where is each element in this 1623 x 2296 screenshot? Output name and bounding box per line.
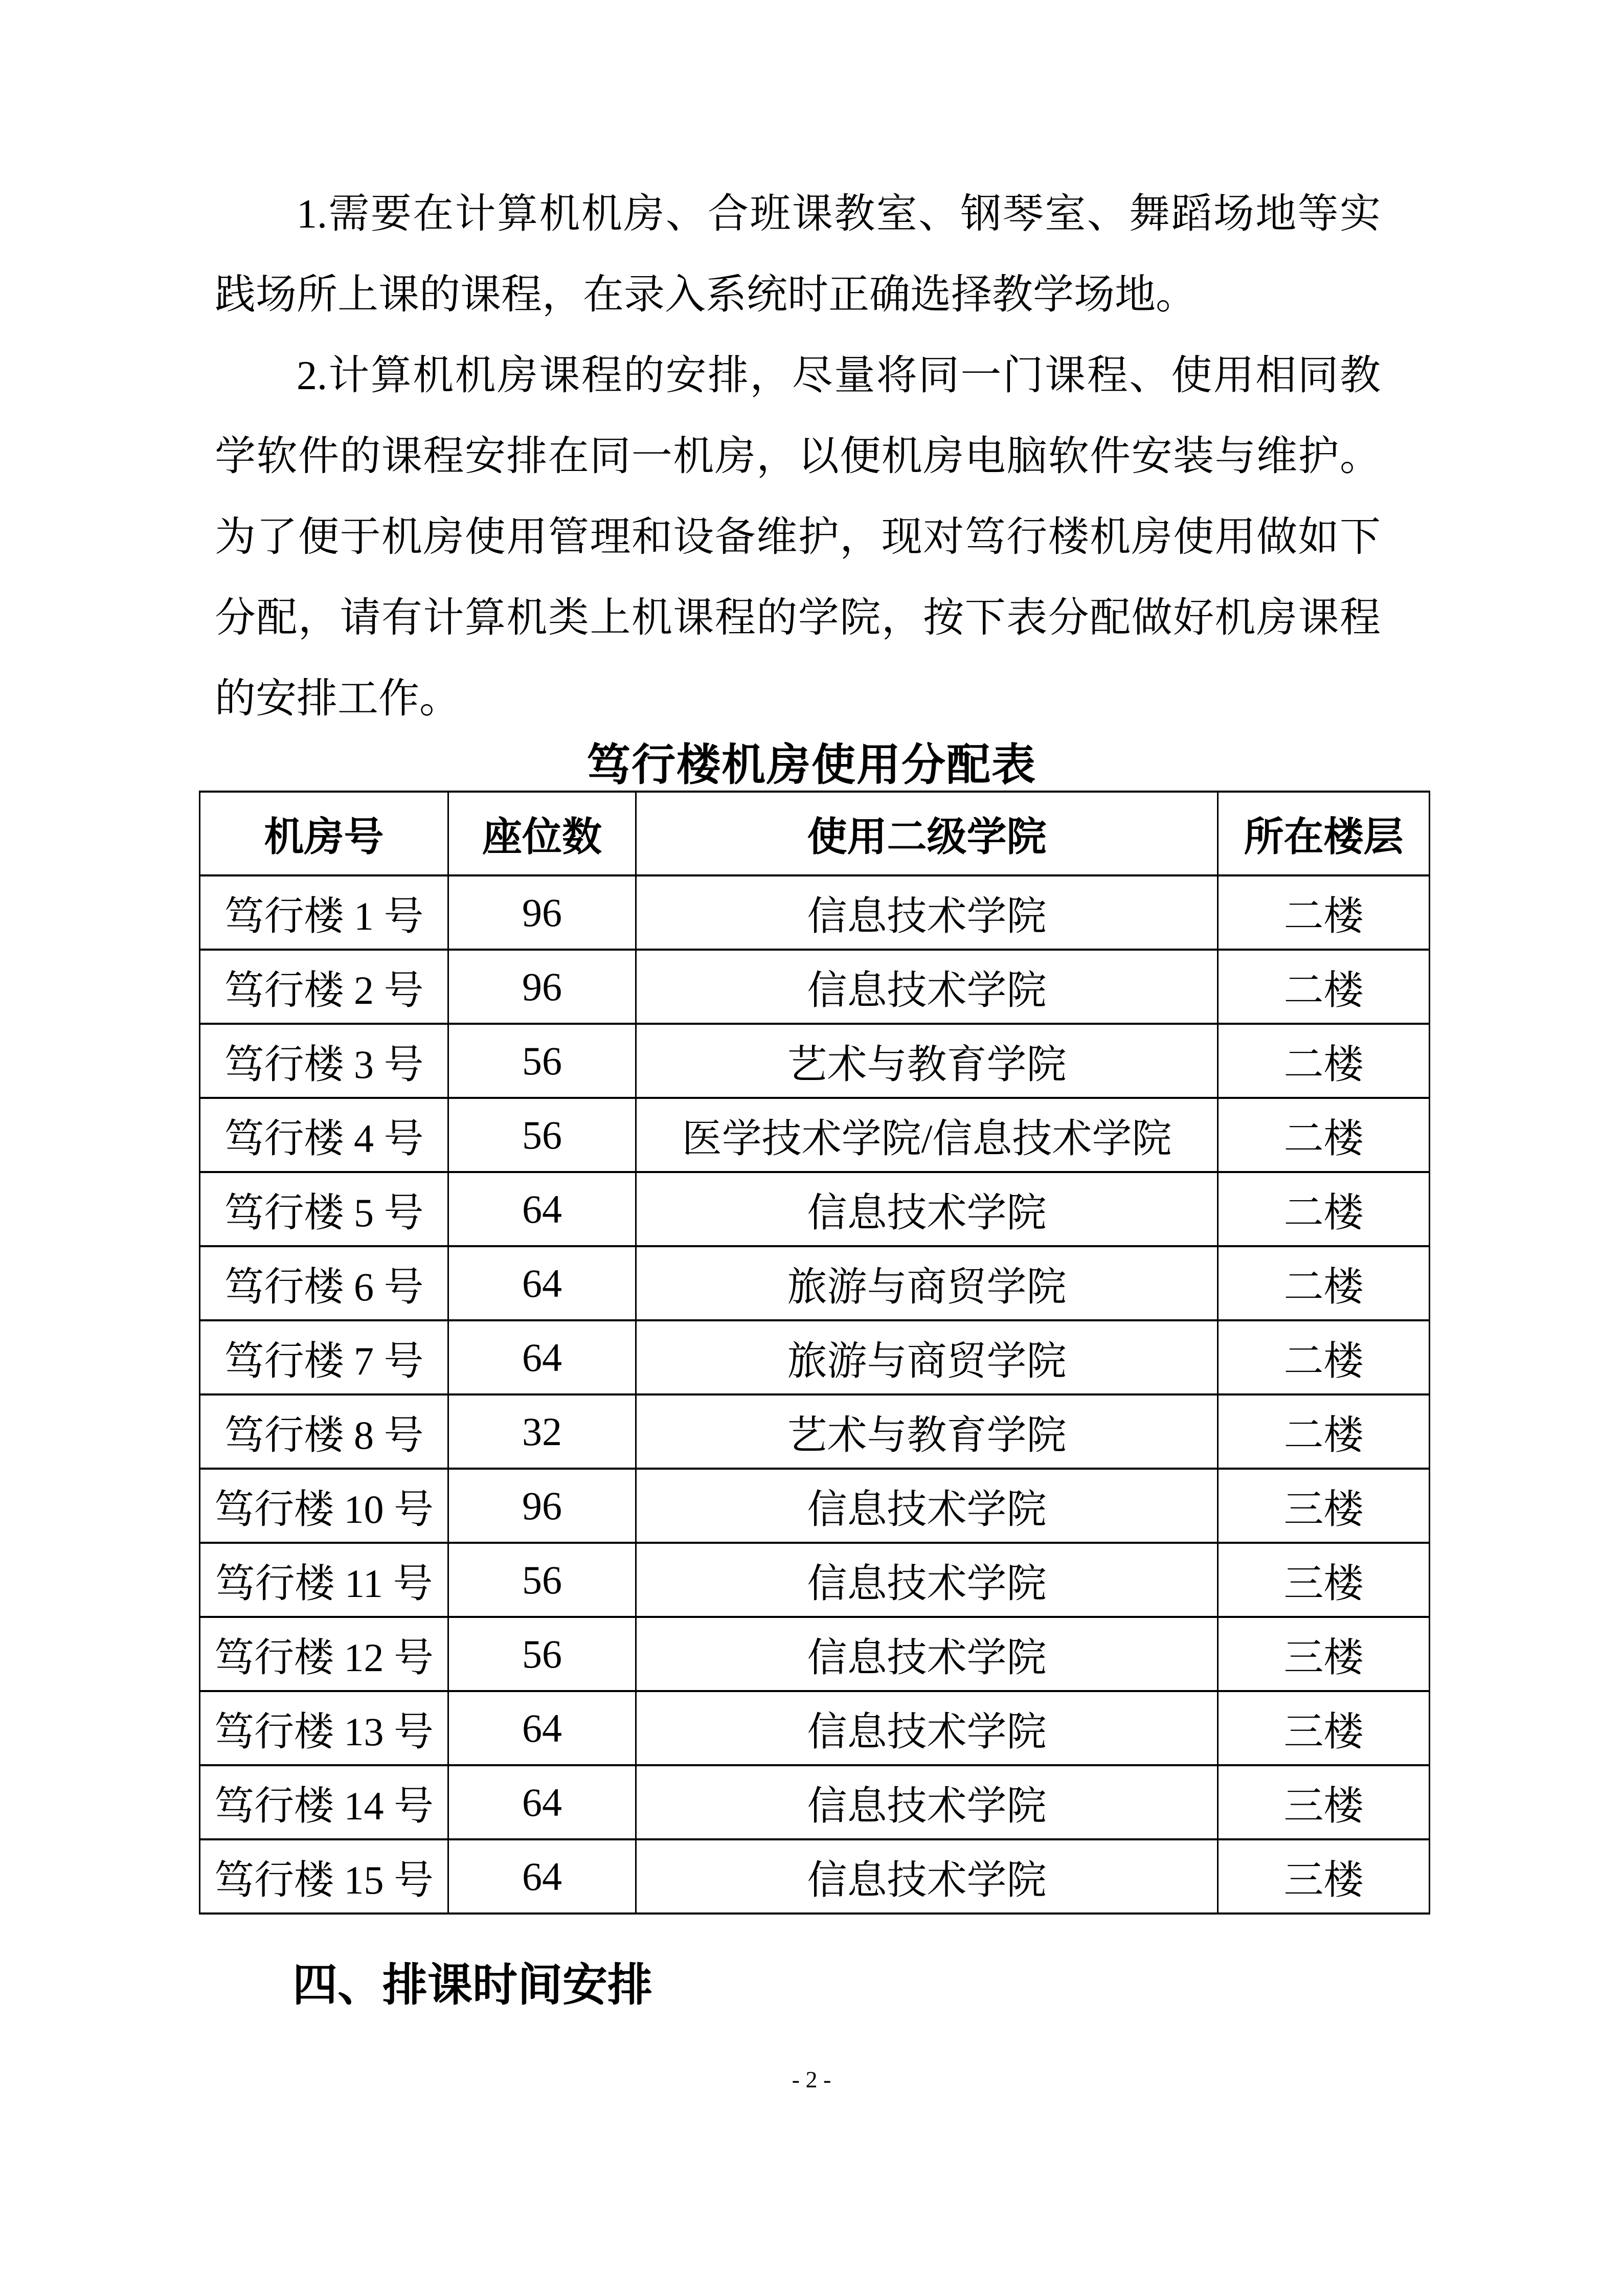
room-number-cell: 笃行楼 15 号 [200,1839,448,1914]
paragraph-2 [215,335,1381,739]
college-cell: 旅游与商贸学院 [636,1246,1218,1320]
seat-count-cell: 64 [448,1172,636,1246]
table-row [200,1320,1430,1394]
room-number-cell: 笃行楼 5 号 [200,1172,448,1246]
floor-cell: 二楼 [1218,875,1430,950]
body-line: 1.需要在计算机机房、合班课教室、钢琴室、舞蹈场地等实 [297,192,1381,237]
column-header-floor: 所在楼层 [1218,792,1430,875]
table-row [200,1098,1430,1172]
seat-count-cell: 32 [448,1394,636,1469]
floor-cell: 三楼 [1218,1543,1430,1617]
room-number-cell: 笃行楼 10 号 [200,1469,448,1543]
room-number-cell: 笃行楼 7 号 [200,1320,448,1394]
floor-cell: 三楼 [1218,1617,1430,1691]
floor-cell: 二楼 [1218,1172,1430,1246]
college-cell: 信息技术学院 [636,1765,1218,1839]
seat-count-cell: 64 [448,1839,636,1914]
table-row [200,1617,1430,1691]
body-line: 践场所上课的课程，在录入系统时正确选择教学场地。 [215,273,1197,318]
body-line: 2.计算机机房课程的安排，尽量将同一门课程、使用相同教 [297,353,1381,398]
room-number-cell: 笃行楼 12 号 [200,1617,448,1691]
college-cell: 艺术与教育学院 [636,1024,1218,1098]
college-cell: 医学技术学院/信息技术学院 [636,1098,1218,1172]
seat-count-cell: 64 [448,1246,636,1320]
floor-cell: 三楼 [1218,1765,1430,1839]
section-heading: 四、排课时间安排 [292,1960,653,2010]
college-cell: 信息技术学院 [636,1691,1218,1765]
floor-cell: 二楼 [1218,1246,1430,1320]
table-row [200,1691,1430,1765]
page-number: - 2 - [792,2066,831,2092]
table-row [200,1394,1430,1469]
college-cell: 信息技术学院 [636,875,1218,950]
room-number-cell: 笃行楼 13 号 [200,1691,448,1765]
college-cell: 信息技术学院 [636,1839,1218,1914]
seat-count-cell: 96 [448,950,636,1024]
floor-cell: 二楼 [1218,1394,1430,1469]
room-number-cell: 笃行楼 6 号 [200,1246,448,1320]
table-row [200,1172,1430,1246]
room-number-cell: 笃行楼 14 号 [200,1765,448,1839]
body-line: 学软件的课程安排在同一机房，以便机房电脑软件安装与维护。 [215,434,1381,479]
table-row [200,1246,1430,1320]
seat-count-cell: 64 [448,1765,636,1839]
seat-count-cell: 56 [448,1098,636,1172]
table-row [200,1765,1430,1839]
college-cell: 艺术与教育学院 [636,1394,1218,1469]
seat-count-cell: 96 [448,1469,636,1543]
body-line: 的安排工作。 [215,677,460,722]
college-cell: 信息技术学院 [636,950,1218,1024]
allocation-table [199,791,1430,1915]
table-title: 笃行楼机房使用分配表 [587,740,1036,790]
floor-cell: 三楼 [1218,1691,1430,1765]
college-cell: 信息技术学院 [636,1543,1218,1617]
room-number-cell: 笃行楼 2 号 [200,950,448,1024]
table-row [200,1469,1430,1543]
column-header-room: 机房号 [200,792,448,875]
seat-count-cell: 64 [448,1691,636,1765]
room-number-cell: 笃行楼 1 号 [200,875,448,950]
room-number-cell: 笃行楼 8 号 [200,1394,448,1469]
room-number-cell: 笃行楼 11 号 [200,1543,448,1617]
floor-cell: 二楼 [1218,1320,1430,1394]
college-cell: 信息技术学院 [636,1617,1218,1691]
body-line: 为了便于机房使用管理和设备维护，现对笃行楼机房使用做如下 [215,515,1381,560]
room-number-cell: 笃行楼 3 号 [200,1024,448,1098]
floor-cell: 二楼 [1218,1098,1430,1172]
floor-cell: 三楼 [1218,1839,1430,1914]
table-row [200,1024,1430,1098]
table-row [200,1839,1430,1914]
college-cell: 信息技术学院 [636,1469,1218,1543]
seat-count-cell: 64 [448,1320,636,1394]
column-header-seats: 座位数 [448,792,636,875]
room-number-cell: 笃行楼 4 号 [200,1098,448,1172]
seat-count-cell: 56 [448,1543,636,1617]
column-header-college: 使用二级学院 [636,792,1218,875]
seat-count-cell: 56 [448,1617,636,1691]
table-row [200,1543,1430,1617]
table-row [200,950,1430,1024]
floor-cell: 三楼 [1218,1469,1430,1543]
college-cell: 旅游与商贸学院 [636,1320,1218,1394]
floor-cell: 二楼 [1218,950,1430,1024]
table-row [200,875,1430,950]
seat-count-cell: 96 [448,875,636,950]
table-header-row [200,792,1430,875]
seat-count-cell: 56 [448,1024,636,1098]
paragraph-1 [215,174,1381,335]
body-line: 分配，请有计算机类上机课程的学院，按下表分配做好机房课程 [215,596,1381,641]
floor-cell: 二楼 [1218,1024,1430,1098]
college-cell: 信息技术学院 [636,1172,1218,1246]
